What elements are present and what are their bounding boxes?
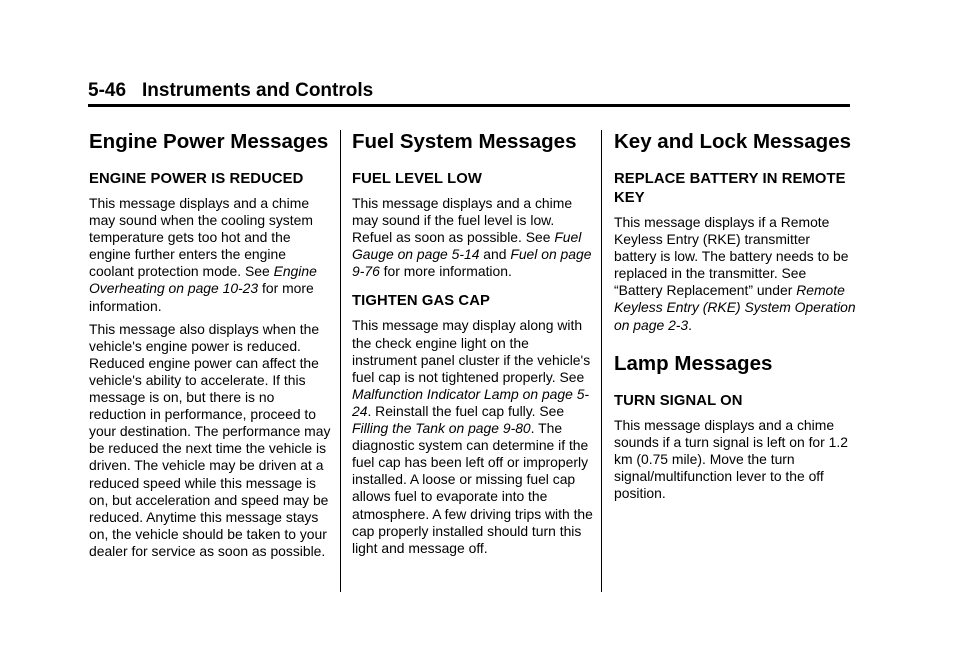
section-title: Instruments and Controls bbox=[142, 80, 374, 101]
paragraph-tighten-gas-cap: This message may display along with the check engine light on the instrument panel cluster if the vehicle's fuel cap is not tightened properly. See Malfunction Indicator Lamp on page 5-24. Reinstall the fuel cap fully. See Filling the Tank on page 9-80. The diagnostic system can determine if the fuel cap has been left off or improperly installed. A loose or missing fuel cap allows fuel to evaporate into the atmosphere. A few driving trips with the cap properly installed should turn this light and message off. bbox=[352, 317, 593, 556]
paragraph-engine-power-1: This message displays and a chime may sound when the cooling system temperature gets too hot and the engine further enters the engine coolant protection mode. See Engine Overheating on page 10-23 for more information. bbox=[89, 195, 317, 314]
column-divider-2 bbox=[601, 130, 602, 592]
heading-lamp-messages: Lamp Messages bbox=[614, 351, 773, 375]
column-divider-1 bbox=[340, 130, 341, 592]
column-key-lock-lamp bbox=[614, 130, 856, 502]
subheading-engine-power-reduced: ENGINE POWER IS REDUCED bbox=[89, 171, 304, 187]
paragraph-replace-battery: This message displays if a Remote Keyless Entry (RKE) transmitter battery is low. The battery needs to be replaced in the transmitter. See “Battery Replacement” under Remote Keyless Entry (RKE) System Operation on page 2-3. bbox=[614, 214, 856, 333]
heading-engine-power-messages: Engine Power Messages bbox=[89, 130, 329, 153]
page-number: 5-46 bbox=[88, 80, 127, 101]
page-header bbox=[88, 80, 850, 107]
subheading-turn-signal-on: TURN SIGNAL ON bbox=[614, 392, 743, 409]
link-fuel-gauge[interactable]: Fuel Gauge on page 5-14 bbox=[352, 229, 582, 263]
link-engine-overheating[interactable]: Engine Overheating on page 10-23 bbox=[89, 263, 317, 297]
paragraph-engine-power-2: This message also displays when the vehicle's engine power is reduced. Reduced engine power can affect the vehicle's ability to accelerate. If this message is on, but there is no reduction in performance, proceed to your destination. The performance may be reduced the next time the vehicle is driven. The vehicle may be driven at a reduced speed while this message is on, but acceleration and speed may be reduced. Anytime this message stays on, the vehicle should be taken to your dealer for service as soon as possible. bbox=[89, 320, 331, 559]
link-filling-the-tank[interactable]: Filling the Tank on page 9-80 bbox=[352, 420, 531, 437]
paragraph-turn-signal-on: This message displays and a chime sounds if a turn signal is left on for 1.2 km (0.75 mile). Move the turn signal/multifunction lever to the off position. bbox=[614, 416, 848, 502]
link-rke-system-operation[interactable]: Remote Keyless Entry (RKE) System Operation on page 2-3 bbox=[614, 282, 856, 333]
column-fuel-system bbox=[352, 130, 594, 557]
heading-fuel-system-messages: Fuel System Messages bbox=[352, 130, 577, 153]
link-malfunction-indicator-lamp[interactable]: Malfunction Indicator Lamp on page 5-24 bbox=[352, 385, 590, 419]
subheading-tighten-gas-cap: TIGHTEN GAS CAP bbox=[352, 293, 490, 310]
column-engine-power bbox=[89, 130, 331, 560]
subheading-fuel-level-low: FUEL LEVEL LOW bbox=[352, 171, 482, 187]
subheading-replace-battery: REPLACE BATTERY IN REMOTE KEY bbox=[614, 171, 846, 206]
link-fuel[interactable]: Fuel on page 9-76 bbox=[352, 246, 592, 280]
heading-key-and-lock-messages: Key and Lock Messages bbox=[614, 130, 851, 153]
paragraph-fuel-level-low: This message displays and a chime may sound if the fuel level is low. Refuel as soon as possible. See Fuel Gauge on page 5-14 and Fuel on page 9-76 for more information. bbox=[352, 195, 592, 280]
